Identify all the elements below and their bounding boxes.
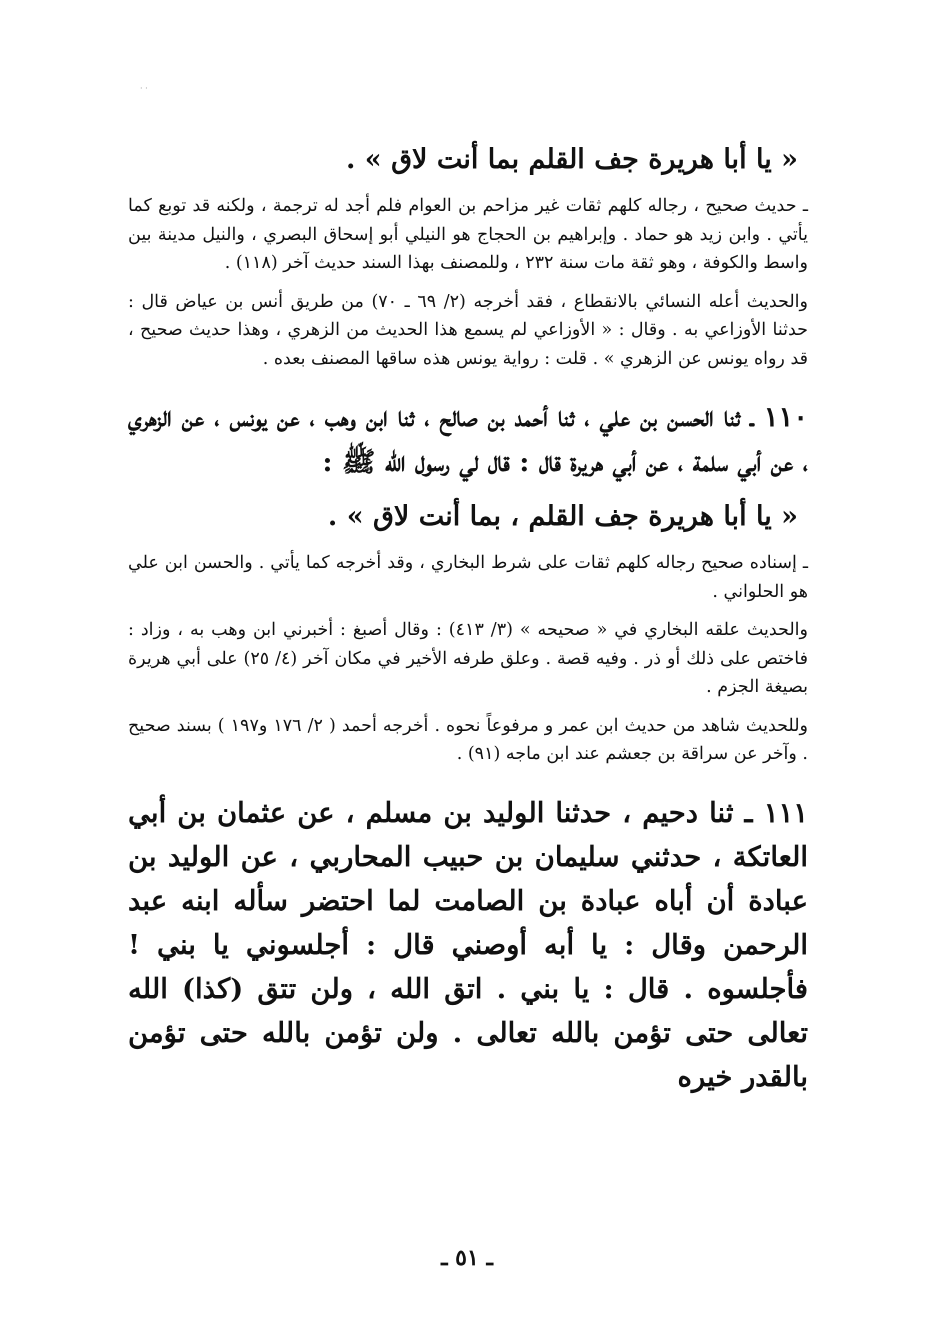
footnote-5: وللحديث شاهد من حديث ابن عمر و مرفوعاً نحوه . أخرجه أحمد ( ٢/ ١٧٦ و١٩٧ ) بسند صحيح . وآخر عن سراقة بن جعشم عند ابن ماجه (٩١) . <box>128 715 809 764</box>
scan-speck: · · <box>140 84 148 93</box>
footnote-4: والحديث علقه البخاري في « صحيحه » (٣/ ٤١٣) : وقال أصبغ : أخبرني ابن وهب به ، وزاد : فاختص على ذلك أو ذر . وفيه قصة . وعلق طرفه الأخير في مكان آخر (٤/ ٢٥) على أبي هريرة بصيغة الجزم . <box>128 620 808 697</box>
hadith-quote-2: « يا أبا هريرة جف القلم ، بما أنت لاق » . <box>327 501 798 532</box>
page-number: ـ ٥١ ـ <box>441 1245 493 1271</box>
footnote-1: ـ حديث صحيح ، رجاله كلهم ثقات غير مزاحم بن العوام فلم أجد له ترجمة ، ولكنه قد توبع كما يأتي . وابن زيد هو حماد . وإبراهيم بن الحجاج هو النيلي أبو إسحاق البصري ، والنيل مدينة بين واسط والكوفة ، وهو ثقة مات سنة ٢٣٢ ، وللمصنف بهذا السند حديث آخر (١١٨) . <box>128 196 808 273</box>
footnote-2: والحديث أعله النسائي بالانقطاع ، فقد أخرجه (٢/ ٦٩ ـ ٧٠) من طريق أنس بن عياض قال : حدثنا الأوزاعي به . وقال : « الأوزاعي لم يسمع هذا الحديث من الزهري ، وهذا حديث صحيح ، قد رواه يونس عن الزهري » . قلت : رواية يونس هذه ساقها المصنف بعده . <box>128 291 808 369</box>
hadith-111: ١١١ ـ ثنا دحيم ، حدثنا الوليد بن مسلم ، عن عثمان بن أبي العاتكة ، حدثني سليمان بن حبيب المحاربي ، عن الوليد بن عبادة أن أباه عبادة بن الصامت لما احتضر سأله ابنه عبد الرحمن وقال : يا أبه أوصني قال : أجلسوني يا بني ! فأجلسوه . قال : يا بني . اتق الله ، ولن تتق (كذا) الله تعالى حتى تؤمن بالله تعالى . ولن تؤمن بالله حتى تؤمن بالقدر خيره <box>128 796 808 1093</box>
footnote-3: ـ إسناده صحيح رجاله كلهم ثقات على شرط البخاري ، وقد أخرجه كما يأتي . والحسن ابن علي هو الحلواني . <box>128 553 808 602</box>
hadith-quote-1: « يا أبا هريرة جف القلم بما أنت لاق » . <box>346 144 798 175</box>
hadith-110: ١١٠ ـ ثنا الحسن بن علي ، ثنا أحمد بن صالح ، ثنا ابن وهب ، عن يونس ، عن الزهري ، عن أبي سلمة ، عن أبي هريرة قال : قال لي رسول الله ﷺ : <box>128 401 808 478</box>
page-body <box>128 140 808 1300</box>
